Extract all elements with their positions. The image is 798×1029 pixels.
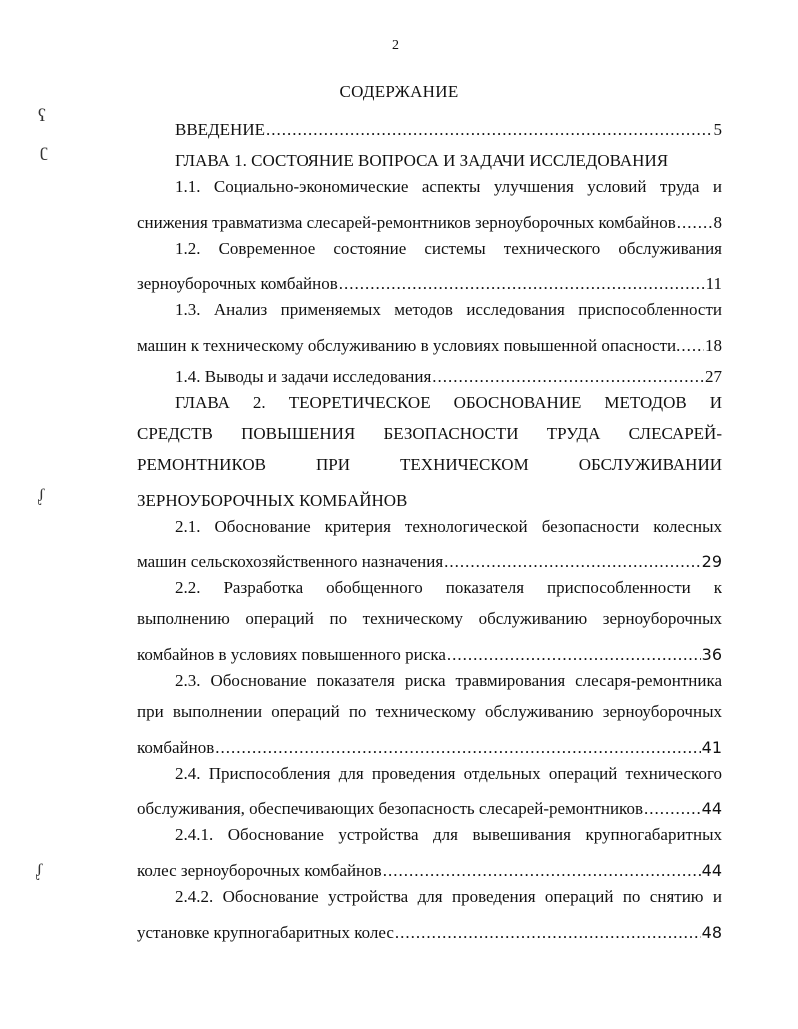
- toc-entry-text: 1.3. Анализ применяемых методов исследования приспособленности: [175, 300, 722, 320]
- dot-leader: [681, 333, 704, 359]
- toc-entry: [137, 174, 722, 236]
- toc-page-number: 48: [701, 923, 722, 943]
- margin-scribble: ʗ: [40, 140, 48, 160]
- toc-page-number: 27: [705, 367, 722, 387]
- toc-entry: [137, 359, 722, 390]
- toc-entry: [137, 514, 722, 576]
- toc-title: СОДЕРЖАНИЕ: [339, 82, 459, 101]
- dot-leader: [447, 642, 701, 668]
- margin-scribble: ʕ: [38, 105, 46, 125]
- toc-entry: [137, 297, 722, 359]
- toc-page-number: 41: [701, 737, 722, 757]
- dot-leader: [383, 858, 701, 884]
- toc-page-number: 5: [713, 119, 722, 139]
- toc-entry-text: ГЛАВА 2. ТЕОРЕТИЧЕСКОЕ ОБОСНОВАНИЕ МЕТОДОВ И: [175, 393, 722, 413]
- toc-entry: [137, 390, 722, 514]
- toc-page-number: 8: [713, 212, 722, 232]
- toc-entry: [137, 143, 722, 174]
- toc-page-number: 36: [701, 645, 722, 665]
- page-number: 2: [392, 38, 399, 53]
- toc-entry-text: ЗЕРНОУБОРОЧНЫХ КОМБАЙНОВ: [137, 490, 408, 510]
- toc-entry-text: 1.4. Выводы и задачи исследования: [175, 367, 432, 387]
- toc-entry-text: ВВЕДЕНИЕ: [175, 119, 265, 139]
- toc-entry-text: 1.2. Современное состояние системы технического обслуживания: [175, 238, 722, 258]
- dot-leader: [339, 271, 705, 297]
- dot-leader: [266, 117, 713, 143]
- toc-entry: [137, 822, 722, 884]
- toc-entry-text: ГЛАВА 1. СОСТОЯНИЕ ВОПРОСА И ЗАДАЧИ ИССЛЕДОВАНИЯ: [175, 150, 669, 170]
- table-of-contents: [137, 112, 722, 946]
- toc-entry: [137, 575, 722, 668]
- toc-entry-text: 2.4.2. Обоснование устройства для проведения операций по снятию и: [175, 887, 722, 907]
- dot-leader: [215, 735, 700, 761]
- toc-entry-text: установке крупногабаритных колес: [137, 923, 394, 943]
- toc-entry-text: 2.3. Обоснование показателя риска травмирования слесаря-ремонтника: [175, 671, 722, 691]
- margin-scribble: ᶘ: [36, 860, 44, 880]
- dot-leader: [677, 210, 713, 236]
- toc-entry-text: обслуживания, обеспечивающих безопасность слесарей-ремонтников: [137, 799, 643, 819]
- toc-entry-text: комбайнов в условиях повышенного риска: [137, 645, 446, 665]
- toc-entry-text: СРЕДСТВ ПОВЫШЕНИЯ БЕЗОПАСНОСТИ ТРУДА СЛЕСАРЕЙ-: [137, 423, 722, 443]
- toc-entry-text: 2.4.1. Обоснование устройства для вывешивания крупногабаритных: [175, 825, 722, 845]
- toc-entry-text: машин к техническому обслуживанию в условиях повышенной опасности.: [137, 336, 681, 356]
- dot-leader: [432, 364, 704, 390]
- toc-entry: [137, 112, 722, 143]
- toc-entry-text: при выполнении операций по техническому обслуживанию зерноуборочных: [137, 701, 722, 721]
- toc-entry-text: снижения травматизма слесарей-ремонтников зерноуборочных комбайнов: [137, 212, 676, 232]
- toc-entry-text: 1.1. Социально-экономические аспекты улучшения условий труда и: [175, 176, 722, 196]
- dot-leader: [444, 549, 701, 575]
- toc-page-number: 11: [705, 274, 722, 294]
- toc-entry-text: зерноуборочных комбайнов: [137, 274, 338, 294]
- toc-entry: [137, 884, 722, 946]
- toc-page-number: 44: [701, 861, 722, 881]
- toc-entry: [137, 761, 722, 823]
- toc-page-number: 29: [701, 552, 722, 572]
- toc-entry-text: машин сельскохозяйственного назначения: [137, 552, 444, 572]
- toc-entry-text: 2.2. Разработка обобщенного показателя приспособленности к: [175, 578, 722, 598]
- toc-entry-text: РЕМОНТНИКОВ ПРИ ТЕХНИЧЕСКОМ ОБСЛУЖИВАНИИ: [137, 454, 722, 474]
- margin-scribble: ᶘ: [38, 485, 46, 505]
- toc-entry: [137, 668, 722, 761]
- dot-leader: [395, 920, 701, 946]
- toc-entry: [137, 236, 722, 298]
- dot-leader: [644, 796, 701, 822]
- toc-page-number: 44: [701, 799, 722, 819]
- toc-entry-text: выполнению операций по техническому обслуживанию зерноуборочных: [137, 609, 722, 629]
- toc-entry-text: комбайнов: [137, 737, 215, 757]
- toc-entry-text: колес зерноуборочных комбайнов: [137, 861, 382, 881]
- toc-entry-text: 2.4. Приспособления для проведения отдельных операций технического: [175, 763, 722, 783]
- toc-page-number: 18: [705, 336, 722, 356]
- toc-entry-text: 2.1. Обоснование критерия технологической безопасности колесных: [175, 516, 722, 536]
